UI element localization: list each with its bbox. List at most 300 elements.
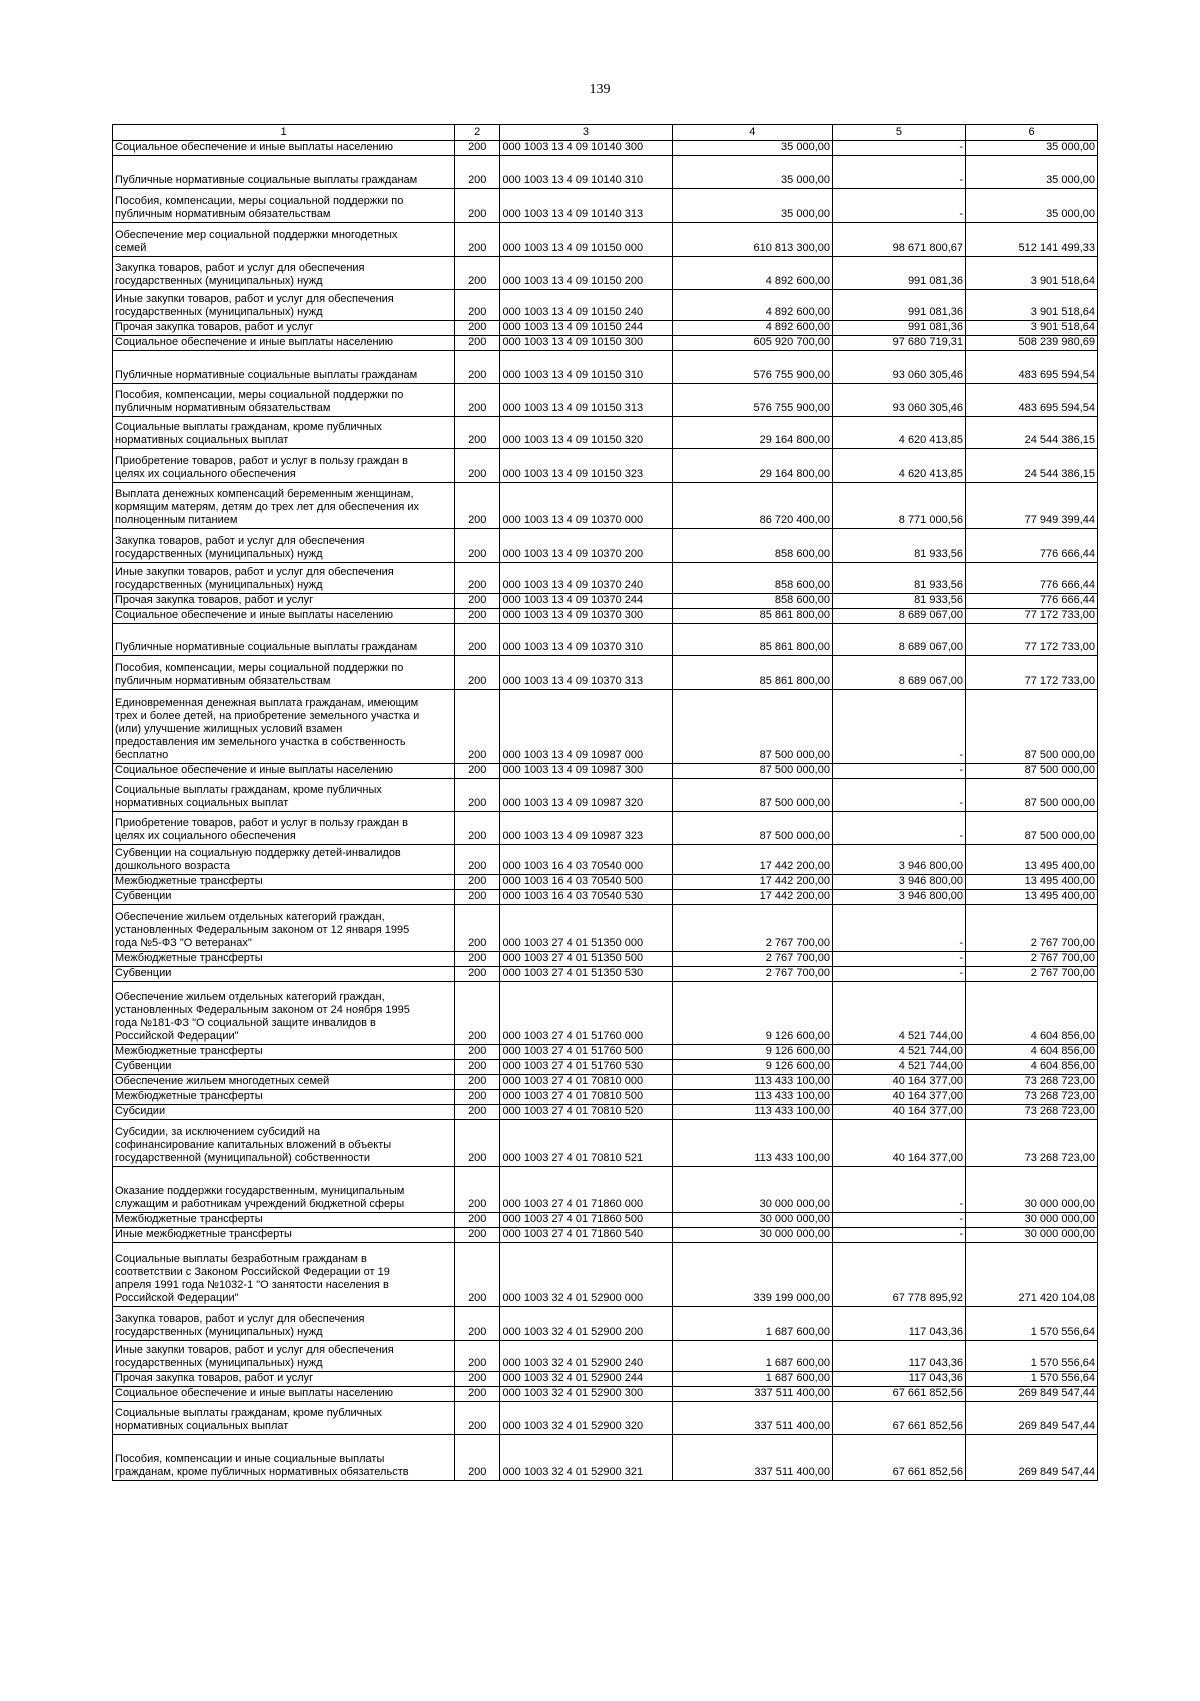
- row-admin-code-cell: 200: [455, 351, 500, 384]
- row-executed-cell: 97 680 719,31: [832, 336, 965, 351]
- table-row: [113, 890, 1098, 905]
- table-row: [113, 141, 1098, 156]
- row-unexecuted-cell: 3 901 518,64: [966, 290, 1098, 321]
- row-budget-code-cell: 000 1003 13 4 09 10987 320: [500, 779, 672, 812]
- row-budget-code-cell: 000 1003 13 4 09 10150 310: [500, 351, 672, 384]
- row-unexecuted-cell: 483 695 594,54: [966, 351, 1098, 384]
- table-row: [113, 1228, 1098, 1243]
- row-approved-cell: 610 813 300,00: [672, 223, 832, 257]
- row-executed-cell: -: [832, 764, 965, 779]
- row-name-cell: Приобретение товаров, работ и услуг в пользу граждан в целях их социального обеспечения: [113, 812, 455, 845]
- row-unexecuted-cell: 35 000,00: [966, 156, 1098, 189]
- row-budget-code-cell: 000 1003 16 4 03 70540 000: [500, 845, 672, 875]
- column-header-executed: 5: [832, 125, 965, 141]
- table-row: [113, 1243, 1098, 1307]
- row-name-cell: Публичные нормативные социальные выплаты гражданам: [113, 624, 455, 656]
- row-approved-cell: 30 000 000,00: [672, 1213, 832, 1228]
- row-name-cell: Пособия, компенсации, меры социальной поддержки по публичным нормативным обязательствам: [113, 656, 455, 690]
- row-approved-cell: 339 199 000,00: [672, 1243, 832, 1307]
- row-admin-code-cell: 200: [455, 594, 500, 609]
- row-name-cell: Приобретение товаров, работ и услуг в пользу граждан в целях их социального обеспечения: [113, 449, 455, 483]
- table-row: [113, 1387, 1098, 1402]
- row-name-cell: Субвенции: [113, 967, 455, 982]
- row-admin-code-cell: 200: [455, 529, 500, 563]
- row-budget-code-cell: 000 1003 27 4 01 70810 000: [500, 1075, 672, 1090]
- row-executed-cell: 117 043,36: [832, 1372, 965, 1387]
- row-approved-cell: 85 861 800,00: [672, 624, 832, 656]
- row-budget-code-cell: 000 1003 13 4 09 10140 310: [500, 156, 672, 189]
- table-row: [113, 449, 1098, 483]
- row-approved-cell: 4 892 600,00: [672, 321, 832, 336]
- row-name-cell: Публичные нормативные социальные выплаты гражданам: [113, 156, 455, 189]
- row-approved-cell: 1 687 600,00: [672, 1341, 832, 1372]
- row-admin-code-cell: 200: [455, 336, 500, 351]
- row-name-cell: Публичные нормативные социальные выплаты гражданам: [113, 351, 455, 384]
- row-executed-cell: -: [832, 141, 965, 156]
- row-executed-cell: 8 689 067,00: [832, 609, 965, 624]
- row-name-cell: Оказание поддержки государственным, муниципальным служащим и работникам учреждений бюджетной сферы: [113, 1167, 455, 1213]
- table-row: [113, 290, 1098, 321]
- table-row: [113, 1213, 1098, 1228]
- table-row: [113, 529, 1098, 563]
- row-admin-code-cell: 200: [455, 449, 500, 483]
- row-budget-code-cell: 000 1003 27 4 01 51760 530: [500, 1060, 672, 1075]
- row-executed-cell: 4 521 744,00: [832, 1045, 965, 1060]
- row-name-cell: Закупка товаров, работ и услуг для обеспечения государственных (муниципальных) нужд: [113, 1307, 455, 1341]
- row-executed-cell: 4 521 744,00: [832, 1060, 965, 1075]
- row-unexecuted-cell: 24 544 386,15: [966, 449, 1098, 483]
- budget-execution-table: [112, 124, 1098, 1481]
- row-admin-code-cell: 200: [455, 1213, 500, 1228]
- table-row: [113, 384, 1098, 417]
- table-row: [113, 1402, 1098, 1435]
- row-budget-code-cell: 000 1003 13 4 09 10150 300: [500, 336, 672, 351]
- row-unexecuted-cell: 30 000 000,00: [966, 1228, 1098, 1243]
- row-budget-code-cell: 000 1003 27 4 01 70810 520: [500, 1105, 672, 1120]
- row-admin-code-cell: 200: [455, 764, 500, 779]
- row-executed-cell: -: [832, 156, 965, 189]
- row-executed-cell: 4 620 413,85: [832, 417, 965, 449]
- row-budget-code-cell: 000 1003 32 4 01 52900 320: [500, 1402, 672, 1435]
- row-unexecuted-cell: 3 901 518,64: [966, 321, 1098, 336]
- row-unexecuted-cell: 13 495 400,00: [966, 875, 1098, 890]
- row-approved-cell: 337 511 400,00: [672, 1387, 832, 1402]
- row-admin-code-cell: 200: [455, 384, 500, 417]
- table-body: [113, 141, 1098, 1481]
- row-approved-cell: 4 892 600,00: [672, 290, 832, 321]
- row-budget-code-cell: 000 1003 32 4 01 52900 300: [500, 1387, 672, 1402]
- row-budget-code-cell: 000 1003 27 4 01 71860 000: [500, 1167, 672, 1213]
- row-budget-code-cell: 000 1003 13 4 09 10150 240: [500, 290, 672, 321]
- row-name-cell: Обеспечение жильем многодетных семей: [113, 1075, 455, 1090]
- row-executed-cell: 117 043,36: [832, 1307, 965, 1341]
- row-unexecuted-cell: 508 239 980,69: [966, 336, 1098, 351]
- row-name-cell: Пособия, компенсации и иные социальные выплаты гражданам, кроме публичных нормативных обязательств: [113, 1435, 455, 1481]
- row-budget-code-cell: 000 1003 13 4 09 10140 300: [500, 141, 672, 156]
- row-executed-cell: 67 661 852,56: [832, 1387, 965, 1402]
- row-executed-cell: -: [832, 1228, 965, 1243]
- row-unexecuted-cell: 87 500 000,00: [966, 690, 1098, 764]
- row-admin-code-cell: 200: [455, 967, 500, 982]
- row-name-cell: Единовременная денежная выплата гражданам, имеющим трех и более детей, на приобретение земельного участка и (или) улучшение жилищных условий взамен предоставления им земельного участка в собственность бесплатно: [113, 690, 455, 764]
- row-name-cell: Социальные выплаты гражданам, кроме публичных нормативных социальных выплат: [113, 779, 455, 812]
- row-admin-code-cell: 200: [455, 875, 500, 890]
- row-name-cell: Социальные выплаты гражданам, кроме публичных нормативных социальных выплат: [113, 1402, 455, 1435]
- row-executed-cell: -: [832, 952, 965, 967]
- table-row: [113, 812, 1098, 845]
- table-row: [113, 156, 1098, 189]
- row-budget-code-cell: 000 1003 13 4 09 10150 000: [500, 223, 672, 257]
- row-executed-cell: -: [832, 189, 965, 223]
- row-admin-code-cell: 200: [455, 982, 500, 1045]
- row-admin-code-cell: 200: [455, 1243, 500, 1307]
- row-unexecuted-cell: 73 268 723,00: [966, 1090, 1098, 1105]
- row-approved-cell: 1 687 600,00: [672, 1307, 832, 1341]
- row-budget-code-cell: 000 1003 27 4 01 70810 500: [500, 1090, 672, 1105]
- row-name-cell: Социальное обеспечение и иные выплаты населению: [113, 764, 455, 779]
- row-approved-cell: 2 767 700,00: [672, 905, 832, 952]
- row-admin-code-cell: 200: [455, 812, 500, 845]
- row-unexecuted-cell: 2 767 700,00: [966, 905, 1098, 952]
- row-approved-cell: 85 861 800,00: [672, 609, 832, 624]
- row-executed-cell: 81 933,56: [832, 529, 965, 563]
- row-executed-cell: 8 771 000,56: [832, 483, 965, 529]
- row-admin-code-cell: 200: [455, 1307, 500, 1341]
- row-name-cell: Межбюджетные трансферты: [113, 952, 455, 967]
- row-name-cell: Социальное обеспечение и иные выплаты населению: [113, 609, 455, 624]
- row-budget-code-cell: 000 1003 27 4 01 71860 500: [500, 1213, 672, 1228]
- row-admin-code-cell: 200: [455, 1402, 500, 1435]
- row-approved-cell: 35 000,00: [672, 141, 832, 156]
- row-unexecuted-cell: 30 000 000,00: [966, 1213, 1098, 1228]
- row-admin-code-cell: 200: [455, 1120, 500, 1167]
- row-admin-code-cell: 200: [455, 223, 500, 257]
- table-row: [113, 764, 1098, 779]
- row-admin-code-cell: 200: [455, 1105, 500, 1120]
- row-approved-cell: 2 767 700,00: [672, 952, 832, 967]
- row-name-cell: Прочая закупка товаров, работ и услуг: [113, 594, 455, 609]
- row-executed-cell: -: [832, 905, 965, 952]
- table-row: [113, 952, 1098, 967]
- column-header-approved: 4: [672, 125, 832, 141]
- column-header-admin-code: 2: [455, 125, 500, 141]
- row-executed-cell: 3 946 800,00: [832, 875, 965, 890]
- row-budget-code-cell: 000 1003 27 4 01 71860 540: [500, 1228, 672, 1243]
- row-name-cell: Социальное обеспечение и иные выплаты населению: [113, 1387, 455, 1402]
- row-unexecuted-cell: 2 767 700,00: [966, 952, 1098, 967]
- row-name-cell: Межбюджетные трансферты: [113, 1045, 455, 1060]
- table-row: [113, 1105, 1098, 1120]
- row-approved-cell: 2 767 700,00: [672, 967, 832, 982]
- row-admin-code-cell: 200: [455, 1435, 500, 1481]
- row-budget-code-cell: 000 1003 27 4 01 51350 000: [500, 905, 672, 952]
- row-admin-code-cell: 200: [455, 1045, 500, 1060]
- row-executed-cell: -: [832, 967, 965, 982]
- table-row: [113, 609, 1098, 624]
- row-budget-code-cell: 000 1003 13 4 09 10150 320: [500, 417, 672, 449]
- table-row: [113, 594, 1098, 609]
- row-admin-code-cell: 200: [455, 290, 500, 321]
- table-row: [113, 1167, 1098, 1213]
- row-approved-cell: 86 720 400,00: [672, 483, 832, 529]
- row-budget-code-cell: 000 1003 32 4 01 52900 000: [500, 1243, 672, 1307]
- row-unexecuted-cell: 4 604 856,00: [966, 1060, 1098, 1075]
- row-unexecuted-cell: 776 666,44: [966, 563, 1098, 594]
- row-unexecuted-cell: 77 949 399,44: [966, 483, 1098, 529]
- row-admin-code-cell: 200: [455, 563, 500, 594]
- row-admin-code-cell: 200: [455, 779, 500, 812]
- row-executed-cell: 991 081,36: [832, 321, 965, 336]
- table-row: [113, 1045, 1098, 1060]
- row-unexecuted-cell: 87 500 000,00: [966, 812, 1098, 845]
- row-budget-code-cell: 000 1003 16 4 03 70540 530: [500, 890, 672, 905]
- row-approved-cell: 9 126 600,00: [672, 982, 832, 1045]
- row-budget-code-cell: 000 1003 13 4 09 10987 300: [500, 764, 672, 779]
- row-budget-code-cell: 000 1003 32 4 01 52900 321: [500, 1435, 672, 1481]
- table-row: [113, 321, 1098, 336]
- table-row: [113, 1435, 1098, 1481]
- row-admin-code-cell: 200: [455, 1090, 500, 1105]
- row-budget-code-cell: 000 1003 27 4 01 51760 500: [500, 1045, 672, 1060]
- table-row: [113, 1307, 1098, 1341]
- row-executed-cell: 117 043,36: [832, 1341, 965, 1372]
- row-admin-code-cell: 200: [455, 156, 500, 189]
- row-approved-cell: 576 755 900,00: [672, 351, 832, 384]
- row-approved-cell: 17 442 200,00: [672, 890, 832, 905]
- row-name-cell: Межбюджетные трансферты: [113, 1090, 455, 1105]
- row-name-cell: Пособия, компенсации, меры социальной поддержки по публичным нормативным обязательствам: [113, 189, 455, 223]
- row-unexecuted-cell: 87 500 000,00: [966, 764, 1098, 779]
- row-executed-cell: 93 060 305,46: [832, 384, 965, 417]
- row-approved-cell: 337 511 400,00: [672, 1435, 832, 1481]
- row-name-cell: Прочая закупка товаров, работ и услуг: [113, 1372, 455, 1387]
- row-unexecuted-cell: 2 767 700,00: [966, 967, 1098, 982]
- row-unexecuted-cell: 776 666,44: [966, 594, 1098, 609]
- page-number: 139: [589, 82, 611, 97]
- row-name-cell: Пособия, компенсации, меры социальной поддержки по публичным нормативным обязательствам: [113, 384, 455, 417]
- table-row: [113, 1075, 1098, 1090]
- row-approved-cell: 605 920 700,00: [672, 336, 832, 351]
- column-header-budget-code: 3: [500, 125, 672, 141]
- table-row: [113, 257, 1098, 290]
- row-admin-code-cell: 200: [455, 609, 500, 624]
- row-unexecuted-cell: 269 849 547,44: [966, 1402, 1098, 1435]
- row-approved-cell: 858 600,00: [672, 594, 832, 609]
- row-budget-code-cell: 000 1003 13 4 09 10370 300: [500, 609, 672, 624]
- row-admin-code-cell: 200: [455, 141, 500, 156]
- row-budget-code-cell: 000 1003 27 4 01 51350 530: [500, 967, 672, 982]
- row-admin-code-cell: 200: [455, 257, 500, 290]
- row-admin-code-cell: 200: [455, 952, 500, 967]
- row-budget-code-cell: 000 1003 13 4 09 10140 313: [500, 189, 672, 223]
- row-budget-code-cell: 000 1003 32 4 01 52900 200: [500, 1307, 672, 1341]
- table-row: [113, 690, 1098, 764]
- row-unexecuted-cell: 77 172 733,00: [966, 656, 1098, 690]
- row-budget-code-cell: 000 1003 13 4 09 10150 313: [500, 384, 672, 417]
- table-row: [113, 1120, 1098, 1167]
- row-budget-code-cell: 000 1003 13 4 09 10370 000: [500, 483, 672, 529]
- row-budget-code-cell: 000 1003 32 4 01 52900 244: [500, 1372, 672, 1387]
- row-unexecuted-cell: 3 901 518,64: [966, 257, 1098, 290]
- row-executed-cell: -: [832, 812, 965, 845]
- row-name-cell: Субсидии, за исключением субсидий на софинансирование капитальных вложений в объекты государственной (муниципальной) собственности: [113, 1120, 455, 1167]
- table-row: [113, 417, 1098, 449]
- row-executed-cell: 40 164 377,00: [832, 1120, 965, 1167]
- row-unexecuted-cell: 73 268 723,00: [966, 1105, 1098, 1120]
- row-executed-cell: 81 933,56: [832, 594, 965, 609]
- row-approved-cell: 30 000 000,00: [672, 1228, 832, 1243]
- row-executed-cell: -: [832, 690, 965, 764]
- row-unexecuted-cell: 776 666,44: [966, 529, 1098, 563]
- row-name-cell: Субвенции: [113, 1060, 455, 1075]
- row-approved-cell: 113 433 100,00: [672, 1120, 832, 1167]
- row-approved-cell: 17 442 200,00: [672, 845, 832, 875]
- table-row: [113, 875, 1098, 890]
- row-name-cell: Субвенции: [113, 890, 455, 905]
- table-row: [113, 779, 1098, 812]
- row-unexecuted-cell: 483 695 594,54: [966, 384, 1098, 417]
- row-name-cell: Закупка товаров, работ и услуг для обеспечения государственных (муниципальных) нужд: [113, 257, 455, 290]
- table-row: [113, 656, 1098, 690]
- table-row: [113, 351, 1098, 384]
- row-executed-cell: 40 164 377,00: [832, 1105, 965, 1120]
- row-unexecuted-cell: 512 141 499,33: [966, 223, 1098, 257]
- table-row: [113, 982, 1098, 1045]
- row-name-cell: Межбюджетные трансферты: [113, 1213, 455, 1228]
- row-unexecuted-cell: 269 849 547,44: [966, 1435, 1098, 1481]
- table-row: [113, 967, 1098, 982]
- row-name-cell: Обеспечение жильем отдельных категорий граждан, установленных Федеральным законом от 24 ноября 1995 года №181-ФЗ "О социальной защите инвалидов в Российской Федерации": [113, 982, 455, 1045]
- row-name-cell: Социальные выплаты безработным гражданам в соответствии с Законом Российской Федерации от 19 апреля 1991 года №1032-1 "О занятости населения в Российской Федерации": [113, 1243, 455, 1307]
- row-budget-code-cell: 000 1003 13 4 09 10150 200: [500, 257, 672, 290]
- row-budget-code-cell: 000 1003 13 4 09 10150 323: [500, 449, 672, 483]
- table-row: [113, 1090, 1098, 1105]
- row-executed-cell: 991 081,36: [832, 257, 965, 290]
- row-name-cell: Субсидии: [113, 1105, 455, 1120]
- row-approved-cell: 113 433 100,00: [672, 1090, 832, 1105]
- row-executed-cell: -: [832, 1213, 965, 1228]
- row-executed-cell: 40 164 377,00: [832, 1090, 965, 1105]
- row-executed-cell: 67 661 852,56: [832, 1435, 965, 1481]
- row-executed-cell: -: [832, 779, 965, 812]
- row-admin-code-cell: 200: [455, 321, 500, 336]
- table-row: [113, 336, 1098, 351]
- column-header-unexecuted: 6: [966, 125, 1098, 141]
- row-admin-code-cell: 200: [455, 1075, 500, 1090]
- row-approved-cell: 29 164 800,00: [672, 417, 832, 449]
- row-name-cell: Прочая закупка товаров, работ и услуг: [113, 321, 455, 336]
- row-admin-code-cell: 200: [455, 690, 500, 764]
- row-unexecuted-cell: 13 495 400,00: [966, 845, 1098, 875]
- table-row: [113, 1341, 1098, 1372]
- row-budget-code-cell: 000 1003 16 4 03 70540 500: [500, 875, 672, 890]
- table-header-row: [113, 125, 1098, 141]
- row-executed-cell: 81 933,56: [832, 563, 965, 594]
- row-approved-cell: 113 433 100,00: [672, 1105, 832, 1120]
- row-name-cell: Выплата денежных компенсаций беременным женщинам, кормящим матерям, детям до трех лет для обеспечения их полноценным питанием: [113, 483, 455, 529]
- row-approved-cell: 858 600,00: [672, 529, 832, 563]
- row-name-cell: Обеспечение жильем отдельных категорий граждан, установленных Федеральным законом от 12 января 1995 года №5-ФЗ "О ветеранах": [113, 905, 455, 952]
- row-approved-cell: 17 442 200,00: [672, 875, 832, 890]
- row-unexecuted-cell: 13 495 400,00: [966, 890, 1098, 905]
- row-budget-code-cell: 000 1003 13 4 09 10370 200: [500, 529, 672, 563]
- row-approved-cell: 87 500 000,00: [672, 764, 832, 779]
- row-name-cell: Закупка товаров, работ и услуг для обеспечения государственных (муниципальных) нужд: [113, 529, 455, 563]
- row-name-cell: Межбюджетные трансферты: [113, 875, 455, 890]
- row-admin-code-cell: 200: [455, 845, 500, 875]
- row-approved-cell: 30 000 000,00: [672, 1167, 832, 1213]
- row-approved-cell: 576 755 900,00: [672, 384, 832, 417]
- row-budget-code-cell: 000 1003 13 4 09 10987 323: [500, 812, 672, 845]
- row-executed-cell: 3 946 800,00: [832, 845, 965, 875]
- row-budget-code-cell: 000 1003 13 4 09 10370 240: [500, 563, 672, 594]
- row-unexecuted-cell: 35 000,00: [966, 141, 1098, 156]
- row-budget-code-cell: 000 1003 13 4 09 10987 000: [500, 690, 672, 764]
- row-admin-code-cell: 200: [455, 1060, 500, 1075]
- row-admin-code-cell: 200: [455, 1228, 500, 1243]
- row-name-cell: Иные закупки товаров, работ и услуг для обеспечения государственных (муниципальных) нужд: [113, 563, 455, 594]
- row-executed-cell: -: [832, 1167, 965, 1213]
- row-name-cell: Иные межбюджетные трансферты: [113, 1228, 455, 1243]
- row-name-cell: Социальные выплаты гражданам, кроме публичных нормативных социальных выплат: [113, 417, 455, 449]
- table-row: [113, 624, 1098, 656]
- row-executed-cell: 8 689 067,00: [832, 624, 965, 656]
- row-name-cell: Социальное обеспечение и иные выплаты населению: [113, 141, 455, 156]
- row-unexecuted-cell: 73 268 723,00: [966, 1120, 1098, 1167]
- table-row: [113, 905, 1098, 952]
- row-executed-cell: 4 521 744,00: [832, 982, 965, 1045]
- row-approved-cell: 29 164 800,00: [672, 449, 832, 483]
- table-row: [113, 189, 1098, 223]
- row-approved-cell: 85 861 800,00: [672, 656, 832, 690]
- row-budget-code-cell: 000 1003 13 4 09 10150 244: [500, 321, 672, 336]
- table-row: [113, 223, 1098, 257]
- row-unexecuted-cell: 87 500 000,00: [966, 779, 1098, 812]
- row-admin-code-cell: 200: [455, 483, 500, 529]
- row-unexecuted-cell: 35 000,00: [966, 189, 1098, 223]
- row-name-cell: Иные закупки товаров, работ и услуг для обеспечения государственных (муниципальных) нужд: [113, 290, 455, 321]
- row-approved-cell: 87 500 000,00: [672, 779, 832, 812]
- row-admin-code-cell: 200: [455, 1167, 500, 1213]
- row-admin-code-cell: 200: [455, 1341, 500, 1372]
- row-admin-code-cell: 200: [455, 1387, 500, 1402]
- row-unexecuted-cell: 30 000 000,00: [966, 1167, 1098, 1213]
- row-unexecuted-cell: 1 570 556,64: [966, 1341, 1098, 1372]
- row-budget-code-cell: 000 1003 13 4 09 10370 244: [500, 594, 672, 609]
- row-approved-cell: 87 500 000,00: [672, 690, 832, 764]
- row-name-cell: Обеспечение мер социальной поддержки многодетных семей: [113, 223, 455, 257]
- table-row: [113, 845, 1098, 875]
- row-executed-cell: 67 661 852,56: [832, 1402, 965, 1435]
- row-name-cell: Социальное обеспечение и иные выплаты населению: [113, 336, 455, 351]
- row-budget-code-cell: 000 1003 27 4 01 51350 500: [500, 952, 672, 967]
- row-budget-code-cell: 000 1003 32 4 01 52900 240: [500, 1341, 672, 1372]
- table-row: [113, 563, 1098, 594]
- row-executed-cell: 98 671 800,67: [832, 223, 965, 257]
- row-budget-code-cell: 000 1003 13 4 09 10370 313: [500, 656, 672, 690]
- row-approved-cell: 1 687 600,00: [672, 1372, 832, 1387]
- row-approved-cell: 858 600,00: [672, 563, 832, 594]
- row-approved-cell: 9 126 600,00: [672, 1045, 832, 1060]
- row-unexecuted-cell: 24 544 386,15: [966, 417, 1098, 449]
- row-unexecuted-cell: 1 570 556,64: [966, 1307, 1098, 1341]
- row-approved-cell: 35 000,00: [672, 189, 832, 223]
- row-unexecuted-cell: 271 420 104,08: [966, 1243, 1098, 1307]
- row-executed-cell: 991 081,36: [832, 290, 965, 321]
- row-admin-code-cell: 200: [455, 656, 500, 690]
- row-approved-cell: 4 892 600,00: [672, 257, 832, 290]
- row-admin-code-cell: 200: [455, 189, 500, 223]
